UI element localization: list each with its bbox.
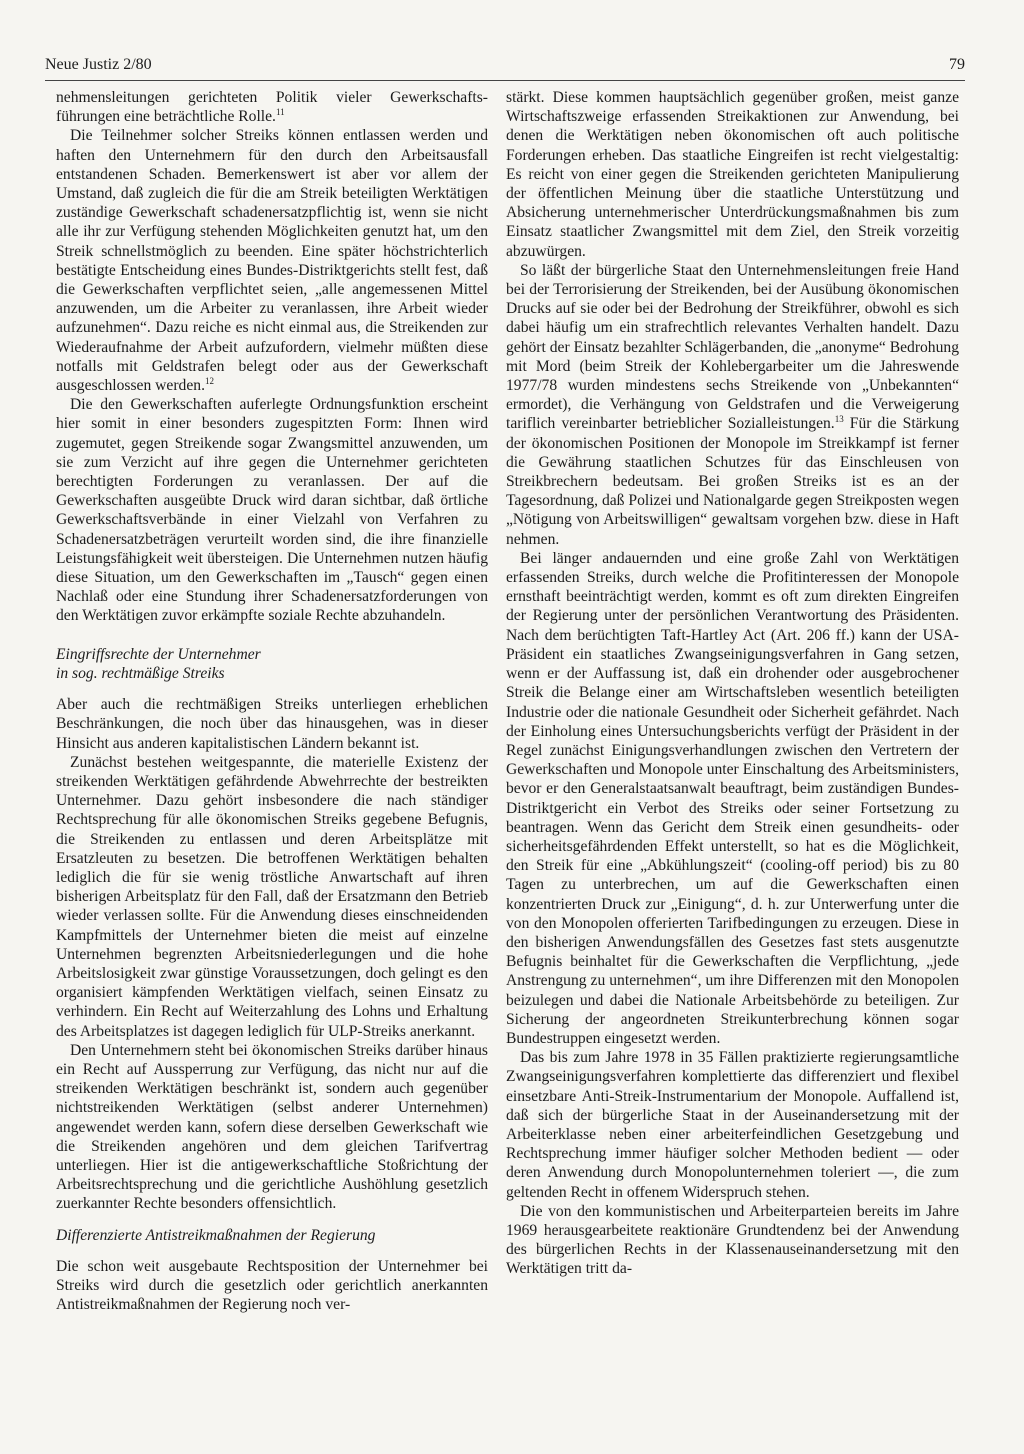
section-heading: Eingriffsrechte der Unternehmer in sog. rechtmäßige Streiks [56,645,261,682]
paragraph: Die den Gewerkschaften auferlegte Ordnungsfunktion erscheint hier somit in einer besonders zugespitzten Form: Ihnen wird zugemutet, gegen Streikende sogar Zwangsmittel anzuwenden, um sie zum Verzicht auf ihre gegen die Unternehmer gerichteten berechtigten Forderungen zu veranlassen. Der auf die Gewerkschaften ausgeübte Druck wird daran sichtbar, daß örtliche Gewerkschaftsverbände in einer Vielzahl von Verfahren zu Schadenersatzbeträgen verurteilt worden sind, die ihre finanzielle Leistungsfähigkeit weit übersteigen. Die Unternehmen nutzen häufig diese Situation, um den Gewerkschaften im „Tausch“ gegen einen Nachlaß oder eine Stundung ihrer Schadenersatzforderungen von den Werktätigen zuvor erkämpfte soziale Rechte abzuhandeln. [56,396,488,625]
paragraph [506,261,959,549]
spacer [56,626,488,645]
right-column [506,88,959,1279]
paragraph: Die von den kommunistischen und Arbeiterparteien bereits im Jahre 1969 herausgearbeitete reaktionäre Grundtendenz bei der Anwendung des bürgerlichen Rechts in der Klassenauseinandersetzung mit den Werktätigen tritt da- [506,1202,959,1278]
paragraph: stärkt. Diese kommen hauptsächlich gegenüber großen, meist ganze Wirtschaftszweige erfassenden Streikaktionen zur Anwendung, bei denen die Werktätigen neben ökonomischen oft auch politische Forderungen erheben. Das staatliche Eingreifen ist recht vielgestaltig: Es reicht von einer gegen die Streikenden gerichteten Manipulierung der öffentlichen Meinung über die staatliche Unterstützung und Absicherung unternehmerischer Unterdrückungsmaßnahmen bis zum Einsatz staatlicher Zwangsmittel mit dem Ziel, den Streik vorzeitig abzuwürgen. [506,89,959,260]
paragraph: Zunächst bestehen weitgespannte, die materielle Existenz der streikenden Werktätigen gefährdende Abwehrrechte der bestreikten Unternehmer. Dazu gehört insbesondere die nach ständiger Rechtsprechung für alle ökonomischen Streiks gegebene Befugnis, die Streikenden zu entlassen und deren Arbeitsplätze mit Ersatzleuten zu besetzen. Die betroffenen Werktätigen behalten lediglich die für sie wenig tröstliche Anwartschaft auf ihren bisherigen Arbeitsplatz für den Fall, daß der Ersatzmann den Betrieb wieder verlassen sollte. Für die Anwendung dieses einschneidenden Kampfmittels der Unternehmer bieten die meist auf einzelne Unternehmen begrenzten Arbeitsniederlegungen und die hohe Arbeitslosigkeit zwar günstige Voraussetzungen, doch gelingt es den organisiert kämpfenden Werktätigen vielfach, seinen Einsatz zu verhindern. Ein Recht auf Weiterzahlung des Lohns und Erhaltung des Arbeitsplatzes ist dagegen lediglich für ULP-Streiks anerkannt. [56,753,488,1040]
paragraph-text: Die Teilnehmer solcher Streiks können entlassen werden und haften den Unternehmern für den durch den Arbeitsausfall entstandenen Schaden. Bemerkenswert ist aber vor allem der Umstand, daß zugleich die für die am Streik beteiligten Werktätigen zuständige Gewerkschaft schadenersatzpflichtig ist, wenn sie nicht alle ihr zur Verfügung stehenden Möglichkeiten genutzt hat, um den Streik schnellstmöglich zu beenden. Eine später höchstrichterlich bestätigte Entscheidung eines Bundes-Distriktgerichts stellt fest, daß die Gewerkschaften verpflichtet seien, „alle angemessenen Mittel anzuwenden, um die Arbeiter zu veranlassen, ihre Arbeit wieder aufzunehmen“. Dazu reiche es nicht einmal aus, die Streikenden zur Wiederaufnahme der Arbeit aufzufordern, vielmehr müßten diese notfalls mit Geldstrafen belegt oder aus der Gewerkschaft ausgeschlossen werden. [56,127,488,395]
paragraph: Das bis zum Jahre 1978 in 35 Fällen praktizierte regierungsamtliche Zwangseinigungsverfahren komplettierte das differenziert und flexibel einsetzbare Anti-Streik-Instrumentarium der Monopole. Auffallend ist, daß sich der bürgerliche Staat in der Auseinandersetzung mit der Arbeiterklasse neben einer arbeiterfeindlichen Gesetzgebung und Rechtsprechung immer häufiger solcher Methoden bedient — oder deren Anwendung durch Monopolunternehmen toleriert —, die zum geltenden Recht in offenem Widerspruch stehen. [506,1049,959,1201]
paragraph [56,88,488,126]
paragraph: Bei länger andauernden und eine große Zahl von Werktätigen erfassenden Streiks, durch welche die Profitinteressen der Monopole ernsthaft beeinträchtigt werden, kommt es oft zum direkten Eingreifen der Regierung unter der persönlichen Verantwortung des Präsidenten. Nach dem berüchtigten Taft-Hartley Act (Art. 206 ff.) kann der USA-Präsident ein staatliches Zwangseinigungsverfahren in Gang setzen, wenn er der Auffassung ist, daß ein drohender oder ausgebrochener Streik die Belange einer am Wirtschaftsleben wesentlich beteiligten Industrie oder die nationale Gesundheit oder Sicherheit gefährdet. Nach der Einholung eines Untersuchungsberichts verfügt der Präsident in der Regel zunächst Einigungsverhandlungen zwischen den Vertretern der Gewerkschaften und Monopole unter Einschaltung des Arbeitsministers, bevor er den Generalstaatsanwalt beauftragt, beim zuständigen Bundes-Distriktgericht ein Verbot des Streiks oder seiner Fortsetzung zu beantragen. Wenn das Gericht dem Streik einen gesundheits- oder sicherheitsgefährdenden Effekt unterstellt, so hat es die Möglichkeit, den Streik für eine „Abkühlungszeit“ (cooling-off period) bis zu 80 Tagen zu unterbrechen, um auf die Gewerkschaften einen konzentrierten Druck zur „Einigung“, d. h. zur Unterwerfung unter die von den Monopolen offerierten Tarifbedingungen zu erzeugen. Diese in den bisherigen Anwendungsfällen des Gesetzes fast stets ausgenutzte Befugnis beinhaltet für die Gewerkschaften die Verpflichtung, „jede Anstrengung zu unternehmen“, um ihre Differenzen mit den Monopolen beizulegen und dabei die Nationale Arbeitsbehörde zu beteiligen. Zur Sicherung der angeordneten Streikunterbrechung können sogar Bundestruppen eingesetzt werden. [506,549,959,1047]
paragraph: Den Unternehmern steht bei ökonomischen Streiks darüber hinaus ein Recht auf Aussperrung zur Verfügung, das nicht nur auf die streikenden Werktätigen beschränkt ist, sondern auch gegenüber nichtstreikenden Werktätigen (selbst anderer Unternehmen) angewendet werden kann, sofern diese derselben Gewerkschaft wie die Streikenden angehören und dem gleichen Tarifvertrag unterliegen. Hier ist die antigewerkschaftliche Stoßrichtung der Arbeitsrechtsprechung und die gerichtliche Aushöhlung gesetzlich zuerkannter Rechte besonders offensichtlich. [56,1041,488,1213]
paragraph: Die schon weit ausgebaute Rechtsposition der Unternehmer bei Streiks wird durch die gesetzlich oder gerichtlich anerkannten Antistreikmaßnahmen der Regierung noch ver- [56,1257,488,1314]
paragraph [56,126,488,395]
header-rule [45,80,965,81]
left-column [56,88,488,1314]
spacer [56,1214,488,1226]
footnote-ref: 11 [275,107,285,118]
footnote-ref: 12 [204,375,214,386]
journal-issue: Neue Justiz 2/80 [45,56,152,73]
spacer [56,1245,488,1257]
paragraph-text: nehmensleitungen gerichteten Politik vieler Gewerkschafts-führungen eine beträchtliche Rolle. [56,89,488,126]
paragraph-text: Für die Stärkung der ökonomischen Positionen der Monopole im Streikkampf ist ferner die Gewährung staatlichen Schutzes für das Einschleusen von Streikbrechern bedeutsam. Bei großen Streiks ist es an der Tagesordnung, daß Polizei und Nationalgarde gegen Streikposten wegen „Nötigung von Arbeitswilligen“ gewaltsam vorgehen bzw. diese in Haft nehmen. [506,415,959,548]
footnote-ref: 13 [834,414,844,425]
section-heading: Differenzierte Antistreikmaßnahmen der Regierung [56,1226,376,1244]
paragraph-text: So läßt der bürgerliche Staat den Unternehmensleitungen freie Hand bei der Terrorisierung der Streikenden, bei der Ausübung ökonomischen Drucks auf sie oder bei der Bedrohung der Streikführer, obwohl es sich dabei häufig um ein strafrechtlich relevantes Verhalten handelt. Dazu gehört der Einsatz bezahlter Schlägerbanden, die „anonyme“ Bedrohung mit Mord (beim Streik der Kohlebergarbeiter um die Jahreswende 1977/78 wurden mindestens sechs Streikende von „Unbekannten“ ermordet), die Verhängung von Geldstrafen und die Verweigerung tariflich vereinbarter betrieblicher Sozialleistungen. [506,261,959,433]
spacer [56,683,488,695]
page-number: 79 [949,56,965,73]
paragraph: Aber auch die rechtmäßigen Streiks unterliegen erheblichen Beschränkungen, die noch über das hinausgehen, was in dieser Hinsicht aus anderen kapitalistischen Ländern bekannt ist. [56,696,488,752]
page-header [45,50,965,76]
